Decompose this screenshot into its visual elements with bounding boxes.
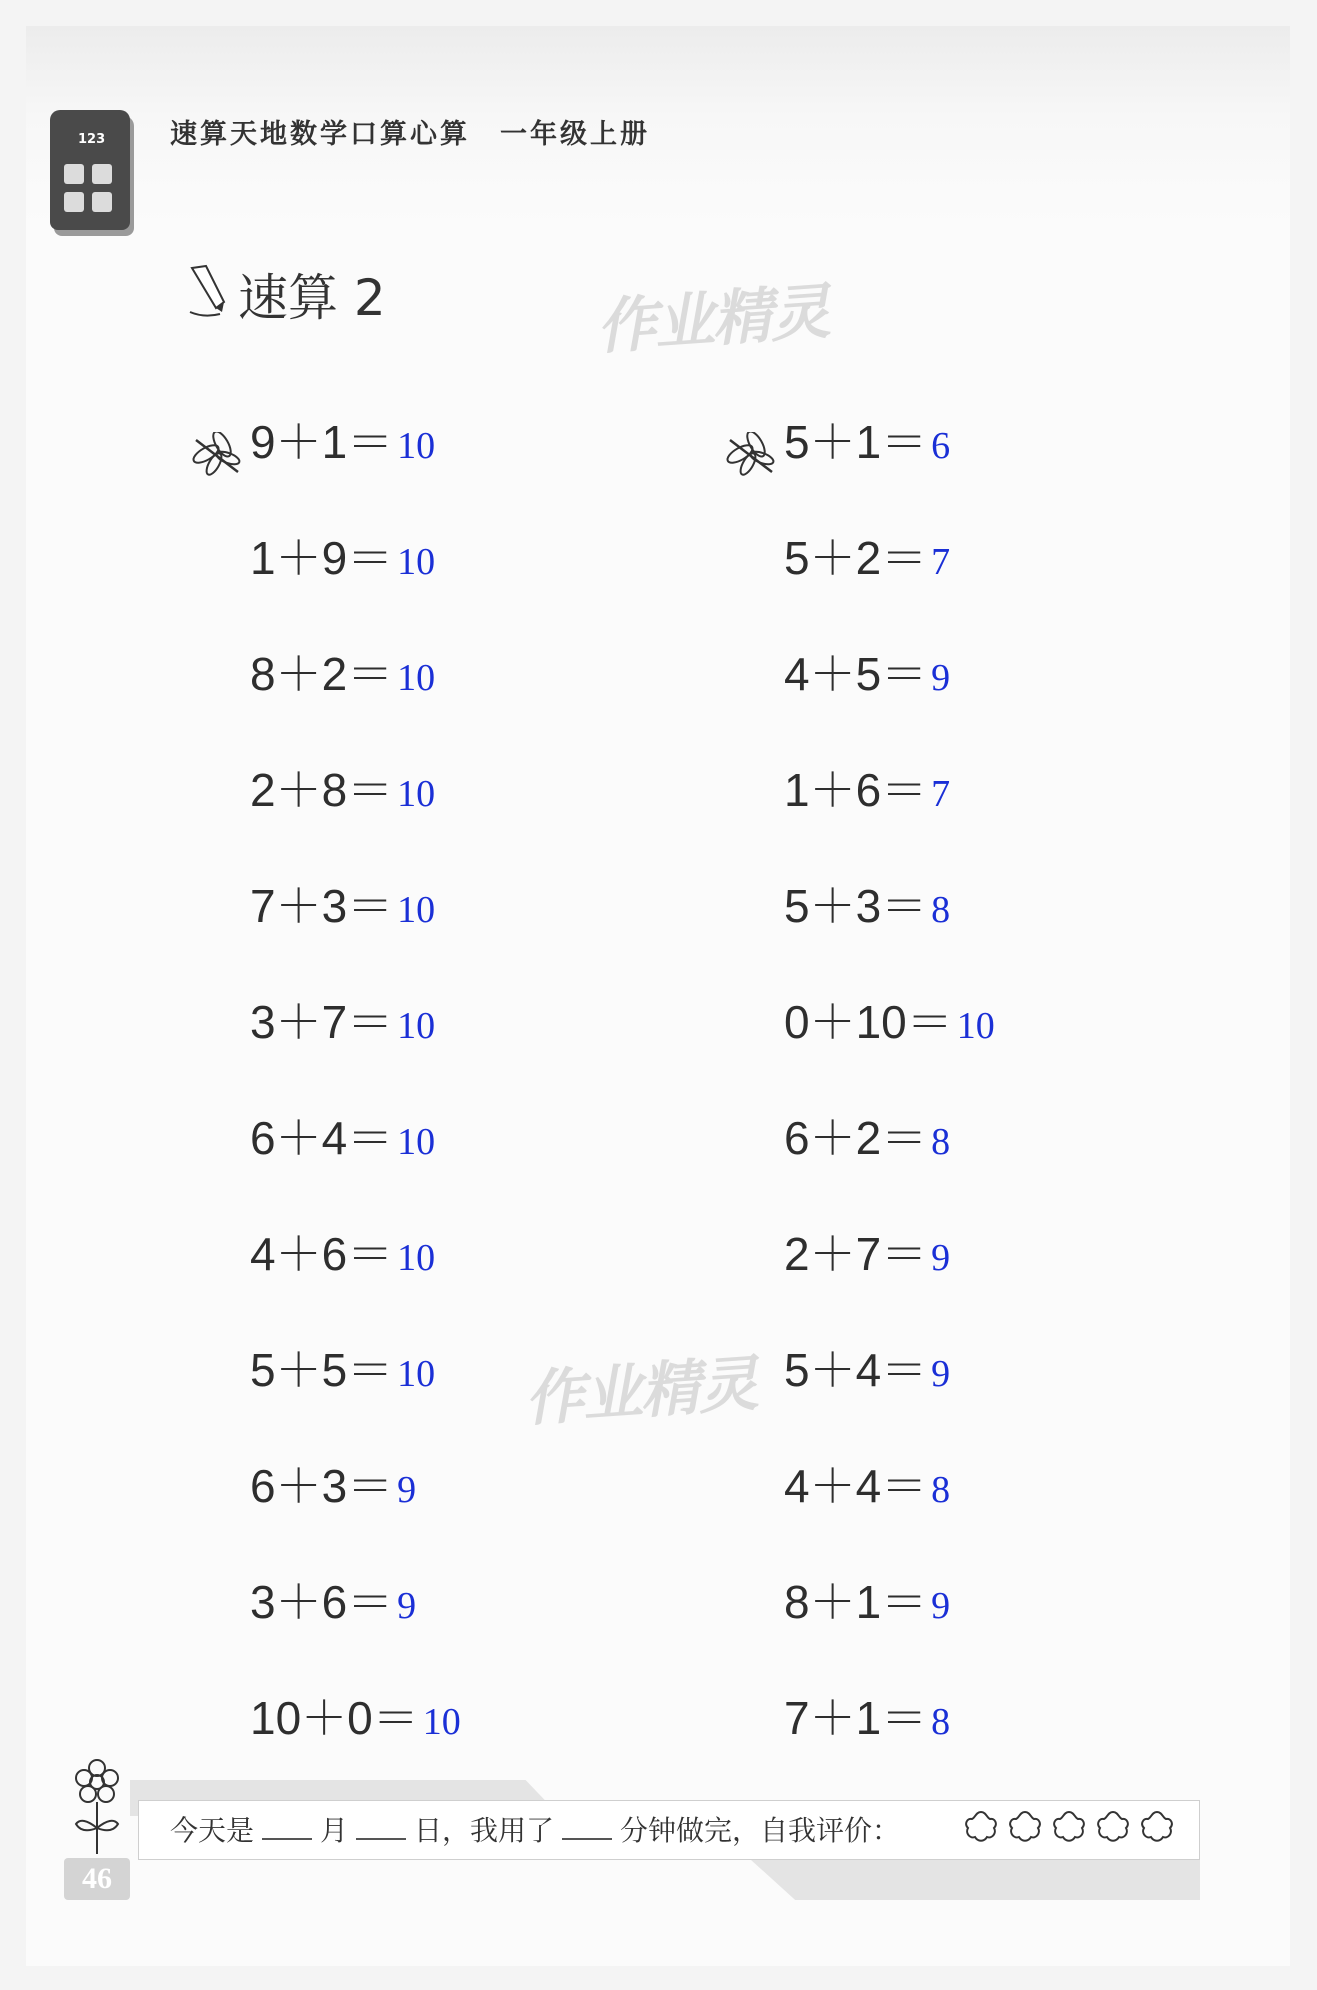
math-problem xyxy=(250,992,435,1052)
problem-expression: 9＋1＝ xyxy=(250,416,394,468)
problem-answer: 9 xyxy=(931,1237,951,1279)
book-title: 速算天地数学口算心算 一年级上册 xyxy=(170,119,650,150)
page-number: 46 xyxy=(64,1858,130,1900)
math-problem xyxy=(784,528,950,588)
math-problem xyxy=(784,1688,950,1748)
math-problem xyxy=(250,412,435,472)
logo-key xyxy=(92,192,112,212)
problem-expression: 1＋6＝ xyxy=(784,764,928,816)
problem-answer: 6 xyxy=(931,425,951,467)
problem-answer: 10 xyxy=(397,541,436,583)
problem-expression: 4＋6＝ xyxy=(250,1228,394,1280)
math-problem xyxy=(784,644,950,704)
problem-answer: 8 xyxy=(931,1469,951,1511)
problem-answer: 9 xyxy=(397,1585,417,1627)
problem-answer: 9 xyxy=(931,1585,951,1627)
month-blank[interactable] xyxy=(262,1810,312,1840)
problem-answer: 10 xyxy=(397,1121,436,1163)
problem-expression: 3＋6＝ xyxy=(250,1576,394,1628)
problem-answer: 10 xyxy=(956,1005,995,1047)
problem-expression: 1＋9＝ xyxy=(250,532,394,584)
problem-expression: 5＋4＝ xyxy=(784,1344,928,1396)
dragonfly-icon xyxy=(722,432,780,480)
problem-expression: 5＋2＝ xyxy=(784,532,928,584)
math-problem xyxy=(784,412,950,472)
problem-answer: 9 xyxy=(931,1353,951,1395)
pencil-icon xyxy=(186,262,230,318)
problem-answer: 10 xyxy=(397,889,436,931)
problem-expression: 10＋0＝ xyxy=(250,1692,419,1744)
self-rating xyxy=(962,1808,1177,1850)
problem-expression: 3＋7＝ xyxy=(250,996,394,1048)
minutes-label: 分钟做完，自我评价： xyxy=(620,1814,901,1847)
math-problem xyxy=(250,1688,461,1748)
watermark-text: 作业精灵 xyxy=(594,276,831,363)
watermark-text: 作业精灵 xyxy=(522,1348,759,1435)
logo-key xyxy=(64,164,84,184)
math-problem xyxy=(784,1108,950,1168)
math-problem xyxy=(784,992,995,1052)
problem-expression: 6＋2＝ xyxy=(784,1112,928,1164)
problem-answer: 8 xyxy=(931,1701,951,1743)
math-problem xyxy=(250,1108,435,1168)
rating-flower-icon[interactable] xyxy=(962,1808,1000,1846)
day-blank[interactable] xyxy=(356,1810,406,1840)
logo-number: 123 xyxy=(78,132,106,147)
math-problem xyxy=(250,876,435,936)
problem-answer: 7 xyxy=(931,773,951,815)
problem-answer: 7 xyxy=(931,541,951,583)
rating-flower-icon[interactable] xyxy=(1006,1808,1044,1846)
problem-expression: 6＋3＝ xyxy=(250,1460,394,1512)
problem-answer: 9 xyxy=(931,657,951,699)
problem-expression: 5＋1＝ xyxy=(784,416,928,468)
problem-answer: 10 xyxy=(397,1353,436,1395)
minutes-blank[interactable] xyxy=(562,1810,612,1840)
math-problem xyxy=(784,1340,950,1400)
problem-expression: 6＋4＝ xyxy=(250,1112,394,1164)
problem-expression: 5＋3＝ xyxy=(784,880,928,932)
math-problem xyxy=(250,760,435,820)
math-problem xyxy=(250,1572,416,1632)
problem-answer: 10 xyxy=(397,657,436,699)
problem-answer: 10 xyxy=(397,1237,436,1279)
dragonfly-icon xyxy=(188,432,246,480)
problem-expression: 0＋10＝ xyxy=(784,996,953,1048)
problem-answer: 9 xyxy=(397,1469,417,1511)
day-label: 日，我用了 xyxy=(414,1814,555,1847)
today-label: 今天是 xyxy=(170,1814,255,1847)
flower-icon xyxy=(68,1758,126,1858)
math-problem xyxy=(784,1572,950,1632)
problem-expression: 8＋1＝ xyxy=(784,1576,928,1628)
math-problem xyxy=(784,1224,950,1284)
problem-expression: 7＋3＝ xyxy=(250,880,394,932)
section-title: 速算 2 xyxy=(238,269,386,327)
problem-answer: 8 xyxy=(931,889,951,931)
problem-answer: 10 xyxy=(397,1005,436,1047)
rating-flower-icon[interactable] xyxy=(1138,1808,1176,1846)
rating-flower-icon[interactable] xyxy=(1050,1808,1088,1846)
math-problem xyxy=(784,1456,950,1516)
problem-answer: 10 xyxy=(397,425,436,467)
math-problem xyxy=(250,1456,416,1516)
math-problem xyxy=(250,644,435,704)
self-evaluation-line xyxy=(170,1810,900,1851)
math-problem xyxy=(250,528,435,588)
problem-answer: 8 xyxy=(931,1121,951,1163)
problem-expression: 2＋8＝ xyxy=(250,764,394,816)
problem-expression: 7＋1＝ xyxy=(784,1692,928,1744)
problem-answer: 10 xyxy=(397,773,436,815)
problem-expression: 4＋5＝ xyxy=(784,648,928,700)
logo-key xyxy=(92,164,112,184)
month-label: 月 xyxy=(320,1814,349,1847)
rating-flower-icon[interactable] xyxy=(1094,1808,1132,1846)
math-problem xyxy=(784,760,950,820)
calculator-logo-icon xyxy=(50,110,130,230)
problem-expression: 8＋2＝ xyxy=(250,648,394,700)
math-problem xyxy=(784,876,950,936)
logo-key xyxy=(64,192,84,212)
math-problem xyxy=(250,1340,435,1400)
problem-answer: 10 xyxy=(422,1701,461,1743)
problem-expression: 2＋7＝ xyxy=(784,1228,928,1280)
math-problem xyxy=(250,1224,435,1284)
problem-expression: 5＋5＝ xyxy=(250,1344,394,1396)
problem-expression: 4＋4＝ xyxy=(784,1460,928,1512)
